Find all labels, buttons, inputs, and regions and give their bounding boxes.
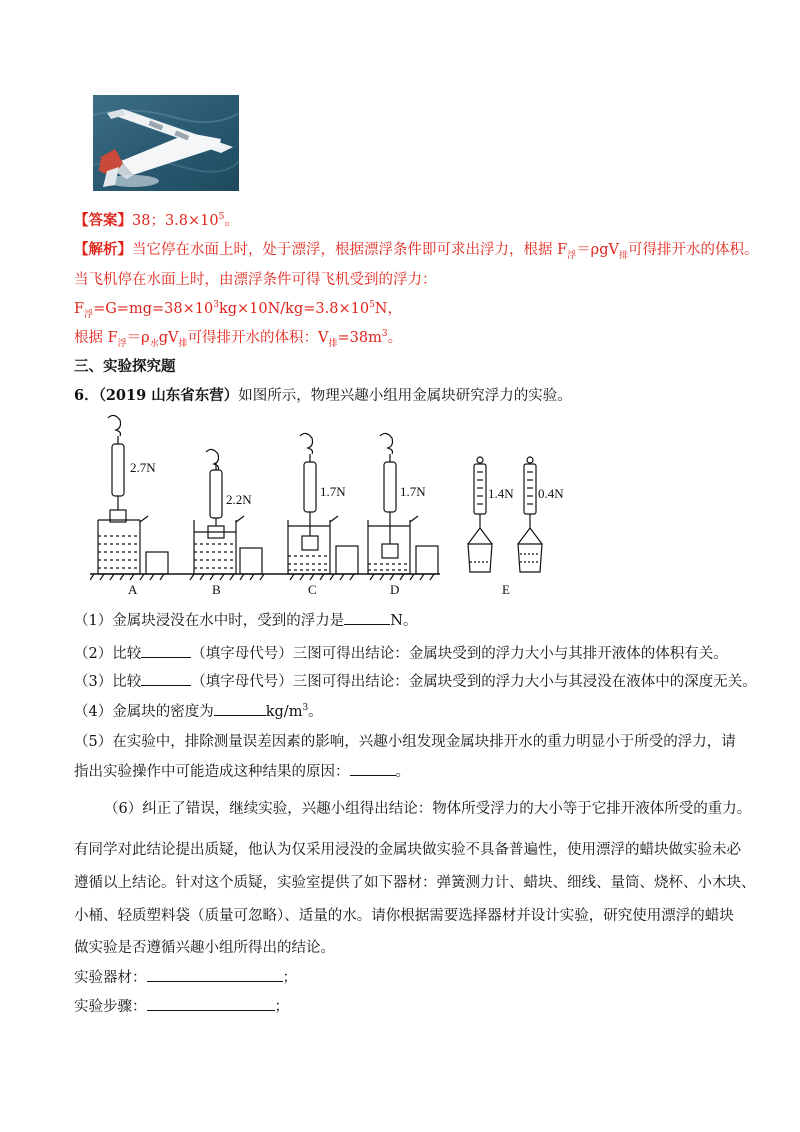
subquestion-5-line-2: 指出实验操作中可能造成这种结果的原因： 。: [74, 761, 410, 782]
reading-d: 1.7N: [400, 484, 426, 499]
experiment-figure: [90, 412, 570, 602]
section-title: 三、实验探究题: [74, 358, 176, 375]
ground-line: [90, 574, 440, 580]
setup-a: [98, 415, 168, 574]
paragraph-line-4: 做实验是否遵循兴趣小组所得出的结论。: [74, 940, 335, 956]
answer-blank-3[interactable]: [141, 671, 191, 686]
subquestion-3: （3）比较 （填字母代号）三图可得出结论：金属块受到的浮力大小与其浸没在液体中的深度无关。: [74, 671, 757, 692]
label-c: C: [308, 582, 317, 597]
subquestion-4: （4）金属块的密度为 $kg/m^3$。: [74, 701, 323, 722]
reading-c: 1.7N: [320, 484, 346, 499]
seaplane-photo: [93, 95, 239, 191]
answer-text: 38；3.8×10: [132, 213, 219, 229]
paragraph-line-1: 有同学对此结论提出质疑，他认为仅采用浸没的金属块做实验不具备普遍性，使用漂浮的蜡块做实验未必: [74, 842, 741, 858]
question-stem: 6．（2019 山东省东营）如图所示，物理兴趣小组用金属块研究浮力的实验。: [74, 387, 572, 404]
question-source: （2019 山东省东营）: [98, 387, 239, 404]
subquestion-1: （1）金属块浸没在水中时，受到的浮力是 N。: [74, 610, 417, 631]
subquestion-5-line-1: （5）在实验中，排除测量误差因素的影响，兴趣小组发现金属块排开水的重力明显小于所受的浮力，请: [74, 734, 736, 750]
setup-d: [368, 433, 438, 574]
analysis-line-2: 当飞机停在水面上时，由漂浮条件可得飞机受到的浮力：: [74, 272, 437, 288]
materials-line: 实验器材： ；: [74, 967, 297, 988]
analysis-tag: 【解析】: [74, 241, 132, 258]
answer-blank-5[interactable]: [350, 761, 396, 776]
analysis-line-1: 【解析】当它停在水面上时，处于漂浮，根据漂浮条件即可求出浮力，根据 $F_浮=\rho gV_排$可得排开水的体积。: [74, 241, 759, 261]
buoyancy-diagram: [90, 412, 570, 602]
question-number: 6．: [74, 387, 99, 404]
setup-e-right: [518, 457, 542, 572]
setup-e-left: [468, 457, 492, 572]
paragraph-line-2: 遵循以上结论。针对这个质疑，实验室提供了如下器材：弹簧测力计、蜡块、细线、量筒、烧杯、小木块、: [74, 875, 756, 891]
setup-b: [194, 449, 262, 574]
answer-tag: 【答案】: [74, 212, 132, 229]
reading-b: 2.2N: [226, 492, 252, 507]
reading-e2: 0.4N: [538, 486, 564, 501]
setup-c: [288, 433, 358, 574]
label-d: D: [390, 582, 400, 597]
materials-blank[interactable]: [147, 967, 283, 982]
paragraph-line-3: 小桶、轻质塑料袋（质量可忽略）、适量的水。请你根据需要选择器材并设计实验，研究使用漂浮的蜡块: [74, 908, 734, 924]
subquestion-6: （6）纠正了错误，继续实验，兴趣小组得出结论：物体所受浮力的大小等于它排开液体所受的重力。: [104, 801, 752, 817]
label-e: E: [502, 582, 510, 597]
steps-line: 实验步骤： ；: [74, 996, 289, 1017]
analysis-line-4: 根据 $F_浮=\rho_水gV_排$可得排开水的体积：$V_排=38m^3$。: [74, 329, 403, 349]
subquestion-2: （2）比较 （填字母代号）三图可得出结论：金属块受到的浮力大小与其排开液体的体积有关。: [74, 643, 728, 664]
answer-blank-1[interactable]: [344, 610, 390, 625]
label-b: B: [212, 582, 221, 597]
answer-blank-4[interactable]: [214, 701, 266, 716]
answer-blank-2[interactable]: [141, 643, 191, 658]
reading-e1: 1.4N: [488, 486, 514, 501]
answer-line: 【答案】38；$3.8\times 10^5$。: [74, 212, 239, 229]
steps-blank[interactable]: [147, 996, 275, 1011]
analysis-line-3: $F_浮=G=mg=38\times 10^3kg\times 10N/kg=3.8\times 10^5N$，: [74, 300, 402, 320]
reading-a: 2.7N: [130, 460, 156, 475]
label-a: A: [128, 582, 138, 597]
